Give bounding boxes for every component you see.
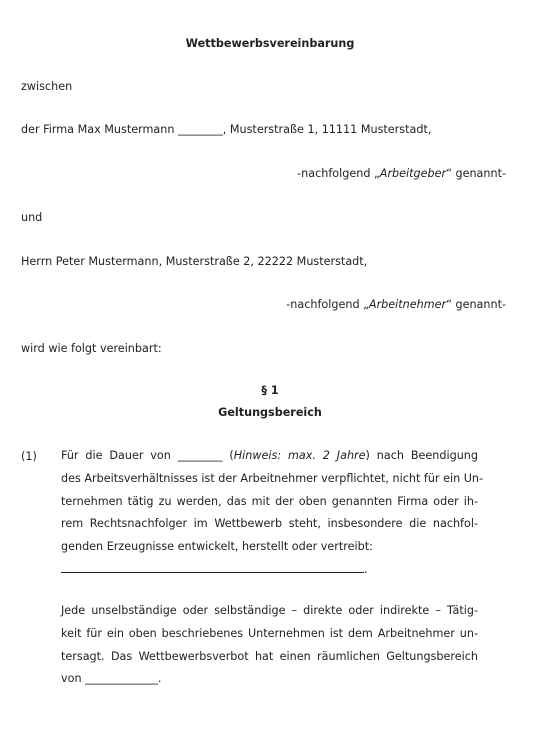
between-label: zwischen [21,80,73,93]
employer-role-prefix: -nachfolgend „ [297,167,380,180]
paragraph-1-row [61,445,478,468]
section-title: Geltungsbereich [218,406,322,419]
para1-row1-a: Für die Dauer von ________ ( [61,449,234,462]
employer-role-line [297,167,506,180]
paragraph-2-row: Jede unselbständige oder selbständige – direkte oder indirekte – Tätig- [61,604,478,617]
paragraph-number: (1) [21,450,37,463]
paragraph-1-row: rem Rechtsnachfolger im Wettbewerb steht, insbesondere die nachfol- [61,517,478,531]
employer-role: Arbeitgeber [379,167,447,180]
paragraph-2 [61,600,478,691]
employee-role-suffix: “ genannt- [446,298,506,311]
employer-role-suffix: “ genannt- [446,167,506,180]
paragraph-2-row: von _____________. [61,672,162,686]
employee-role-prefix: -nachfolgend „ [286,298,369,311]
employee-role-line [286,298,506,311]
paragraph-1 [61,445,484,582]
paragraph-1-row: des Arbeitsverhältnisses ist der Arbeitnehmer verpflichtet, nicht für ein Un- [61,471,484,485]
products-blank-row [61,559,478,582]
employer-line: der Firma Max Mustermann ________, Musterstraße 1, 11111 Musterstadt, [21,123,432,136]
products-blank-line [61,560,364,573]
products-blank-end: . [364,562,368,576]
paragraph-2-row: keit für ein oben beschriebenes Unternehmen ist dem Arbeitnehmer un- [61,626,478,640]
and-label: und [21,211,43,224]
employee-line: Herrn Peter Mustermann, Musterstraße 2, 22222 Musterstadt, [21,255,368,268]
para1-row1-b: ) nach Beendigung [365,449,478,462]
para1-hint: Hinweis: max. 2 Jahre [233,449,366,462]
paragraph-1-row: genden Erzeugnisse entwickelt, herstellt oder vertreibt: [61,540,373,554]
paragraph-1-row: ternehmen tätig zu werden, das mit der oben genannten Firma oder ih- [61,494,478,508]
paragraph-2-row: tersagt. Das Wettbewerbsverbot hat einen räumlichen Geltungsbereich [61,649,478,663]
employee-role: Arbeitnehmer [368,298,447,311]
section-number: § 1 [261,384,279,397]
document-title: Wettbewerbsvereinbarung [185,37,355,50]
agreed-line: wird wie folgt vereinbart: [21,342,162,355]
